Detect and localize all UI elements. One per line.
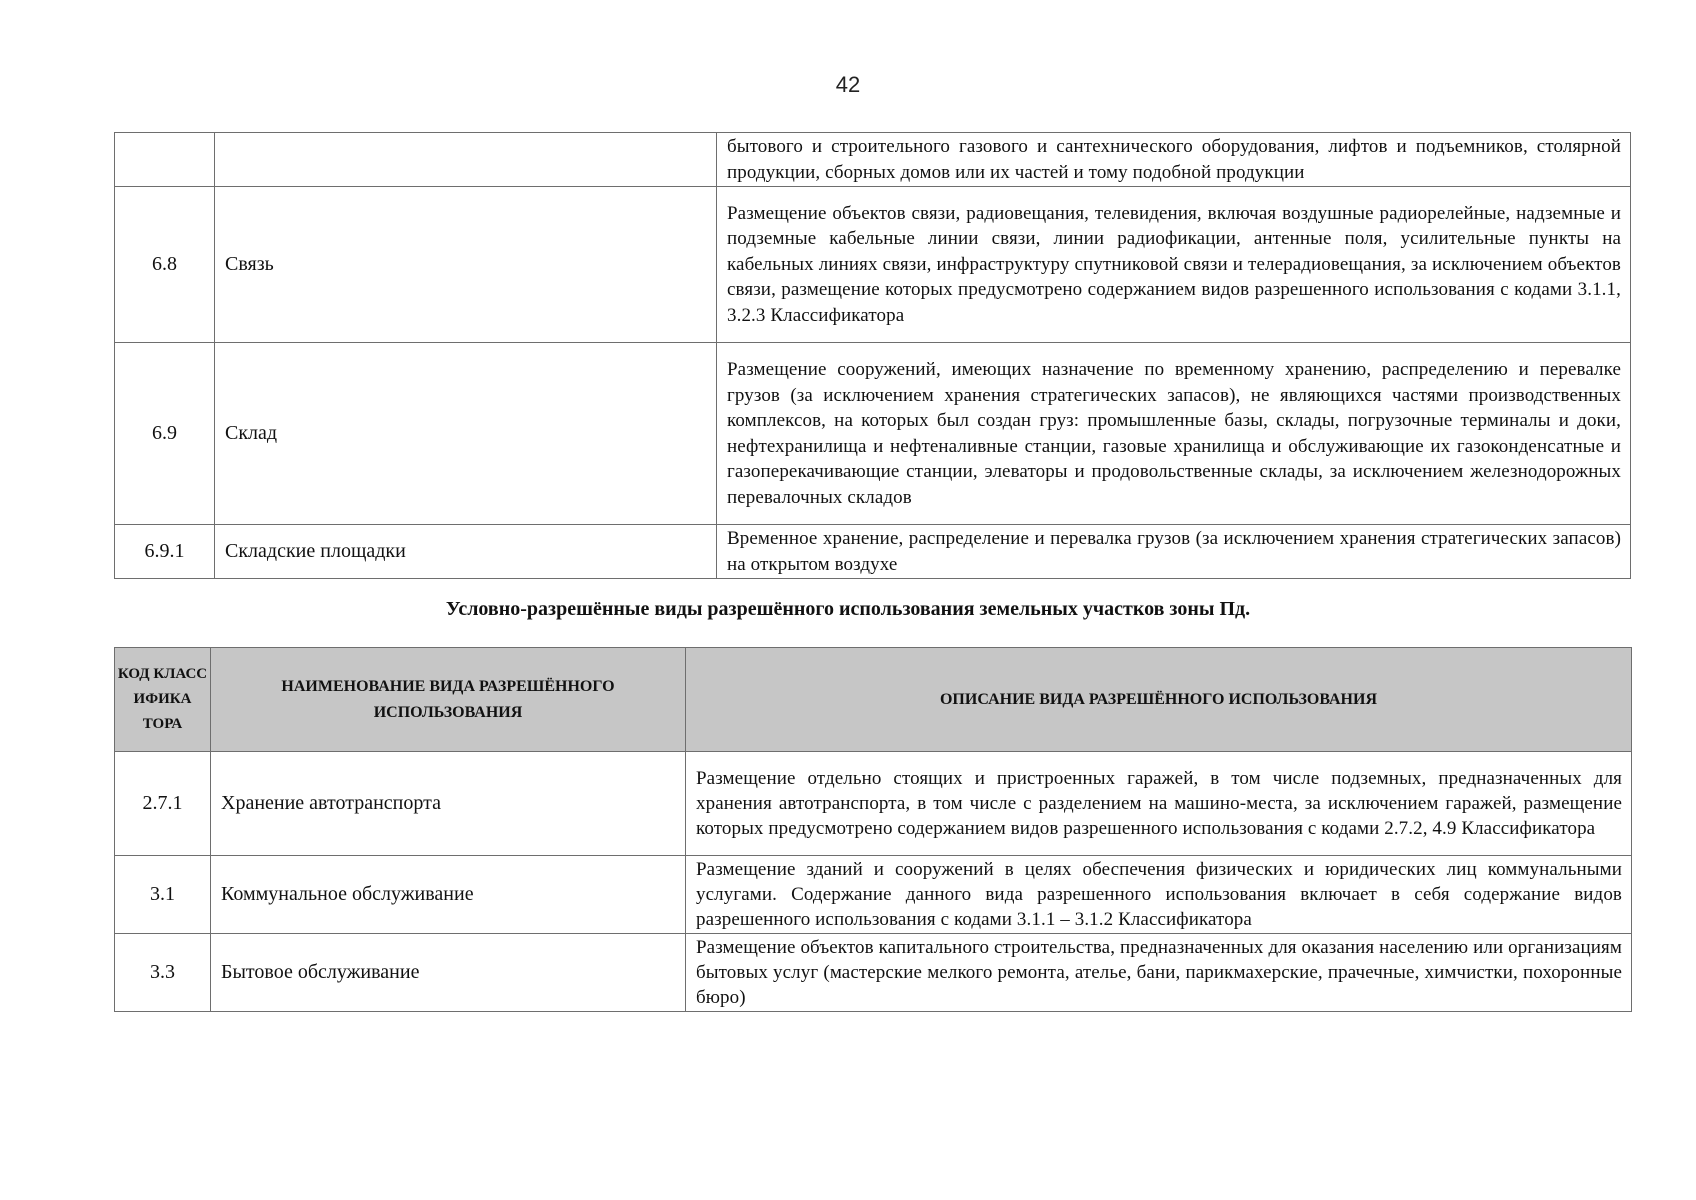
table-header-row — [115, 648, 1632, 752]
page-number: 42 — [835, 72, 861, 97]
use-name-cell: Связь — [215, 187, 717, 343]
conditional-uses-table — [114, 647, 1632, 1012]
table-row — [115, 934, 1632, 1012]
header-use-description: ОПИСАНИЕ ВИДА РАЗРЕШЁННОГО ИСПОЛЬЗОВАНИЯ — [686, 648, 1632, 752]
use-description-cell: Размещение отдельно стоящих и пристроенных гаражей, в том числе подземных, предназначенных для хранения автотранспорта, в том числе с разделением на машино-места, за исключением гаражей, размещение которых предусмотрено содержанием видов разрешенного использования с кодами 2.7.2, 4.9 Классификатора — [686, 752, 1632, 856]
classifier-code-cell: 6.9 — [115, 343, 215, 525]
header-classifier-code: КОД КЛАСС ИФИКА ТОРА — [115, 648, 211, 752]
use-description-cell: Размещение объектов капитального строительства, предназначенных для оказания населению или организациям бытовых услуг (мастерские мелкого ремонта, ателье, бани, парикмахерские, прачечные, химчистки, похоронные бюро) — [686, 934, 1632, 1012]
use-name-cell: Склад — [215, 343, 717, 525]
use-name-cell: Складские площадки — [215, 525, 717, 579]
table-row — [115, 525, 1631, 579]
classifier-code-cell: 2.7.1 — [115, 752, 211, 856]
permitted-uses-table-continued — [114, 132, 1631, 579]
use-description-cell: Размещение зданий и сооружений в целях обеспечения физических и юридических лиц коммунальными услугами. Содержание данного вида разрешенного использования включает в себя содержание видов разрешенного использования с кодами 3.1.1 – 3.1.2 Классификатора — [686, 856, 1632, 934]
classifier-code-cell — [115, 133, 215, 187]
use-description-cell: Размещение сооружений, имеющих назначение по временному хранению, распределению и перевалке грузов (за исключением хранения стратегических запасов), не являющихся частями производственных комплексов, на которых был создан груз: промышленные базы, склады, погрузочные терминалы и доки, нефтехранилища и нефтеналивные станции, газовые хранилища и обслуживающие их газоконденсатные и газоперекачивающие станции, элеваторы и продовольственные склады, за исключением железнодорожных перевалочных складов — [717, 343, 1631, 525]
classifier-code-cell: 3.3 — [115, 934, 211, 1012]
table-row — [115, 856, 1632, 934]
classifier-code-cell: 6.8 — [115, 187, 215, 343]
use-name-cell: Коммунальное обслуживание — [211, 856, 686, 934]
table-row — [115, 343, 1631, 525]
use-name-cell: Бытовое обслуживание — [211, 934, 686, 1012]
use-description-cell: Временное хранение, распределение и перевалка грузов (за исключением хранения стратегических запасов) на открытом воздухе — [717, 525, 1631, 579]
table-row — [115, 133, 1631, 187]
use-description-cell: бытового и строительного газового и сантехнического оборудования, лифтов и подъемников, столярной продукции, сборных домов или их частей и тому подобной продукции — [717, 133, 1631, 187]
section-title: Условно-разрешённые виды разрешённого использования земельных участков зоны Пд. — [445, 598, 1251, 620]
table-row — [115, 187, 1631, 343]
use-description-cell: Размещение объектов связи, радиовещания, телевидения, включая воздушные радиорелейные, надземные и подземные кабельные линии связи, линии радиофикации, антенные поля, усилительные пункты на кабельных линиях связи, инфраструктуру спутниковой связи и телерадиовещания, за исключением объектов связи, размещение которых предусмотрено содержанием видов разрешенного использования с кодами 3.1.1, 3.2.3 Классификатора — [717, 187, 1631, 343]
classifier-code-cell: 6.9.1 — [115, 525, 215, 579]
use-name-cell — [215, 133, 717, 187]
table-row — [115, 752, 1632, 856]
classifier-code-cell: 3.1 — [115, 856, 211, 934]
use-name-cell: Хранение автотранспорта — [211, 752, 686, 856]
header-use-name: НАИМЕНОВАНИЕ ВИДА РАЗРЕШЁННОГО ИСПОЛЬЗОВАНИЯ — [211, 648, 686, 752]
